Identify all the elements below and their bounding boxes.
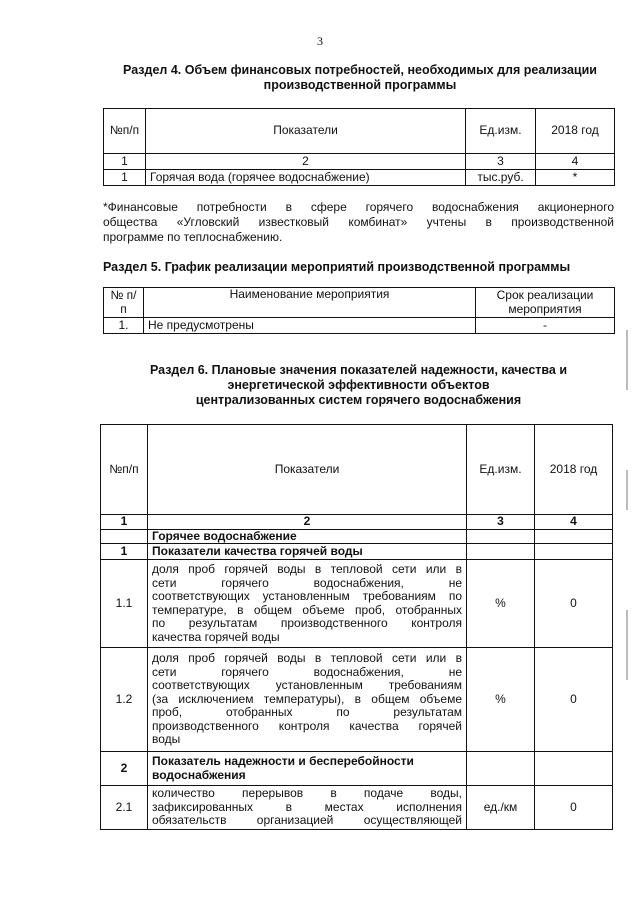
footnote-line: *Финансовые потребности в сфере горячего водоснабжения акционерного [103, 200, 614, 214]
group-row [101, 529, 613, 544]
empty-cell [535, 529, 613, 544]
indicator-line: проб, отобранных по результатам [152, 705, 462, 720]
section6-title [103, 363, 614, 408]
header-num: №п/п [104, 109, 146, 154]
table-header-row [101, 425, 613, 515]
indicator-line: качества горячей воды [152, 629, 280, 644]
header-year: 2018 год [535, 425, 613, 515]
indicator-line: доля проб горячей воды в тепловой сети или в [152, 562, 462, 576]
empty-cell [101, 529, 148, 544]
row-num: 1.2 [101, 648, 148, 752]
indicator-line: (за исключением температуры), в общем объеме [152, 691, 462, 706]
row-value: * [536, 170, 615, 186]
subsection-title [148, 752, 467, 786]
indicator-line: доля проб горячей воды в тепловой сети или в [152, 651, 462, 666]
section6-title-line3: централизованных систем горячего водоснабжения [195, 393, 522, 407]
header-year: 2018 год [536, 109, 615, 154]
indicator-line: соответствующих установленным требованиям [152, 678, 462, 693]
section5-table [103, 287, 615, 334]
subsection-num: 1 [101, 544, 148, 560]
indicator-line: количество перерывов в подаче воды, [152, 786, 462, 801]
header-unit: Ед.изм. [467, 425, 535, 515]
table-row [104, 318, 615, 334]
section6-title-line1: Раздел 6. Плановые значения показателей надежности, качества и [149, 363, 568, 377]
row-unit: % [467, 648, 535, 752]
section4-table [103, 108, 615, 186]
scan-mark [626, 610, 628, 680]
empty-cell [535, 544, 613, 560]
indicator-line: по результатам производственного контроля [152, 616, 462, 630]
section6-title-line2: энергетической эффективности объектов [227, 378, 490, 392]
row-unit: % [467, 560, 535, 648]
row-num: 2.1 [101, 786, 148, 830]
indicator-line: обязательств организацией осуществляющей [152, 813, 462, 828]
table-row [104, 170, 615, 186]
empty-cell [467, 529, 535, 544]
empty-cell [467, 752, 535, 786]
header-num: №п/п [101, 425, 148, 515]
row-value: 0 [535, 786, 613, 830]
indicator-line: соответствующих установленным требованиям по [152, 589, 462, 603]
row-unit: тыс.руб. [466, 170, 536, 186]
indicator-line: воды [152, 732, 181, 747]
section4-title-line2: производственной программы [263, 78, 457, 92]
group-title: Горячее водоснабжение [148, 529, 467, 544]
row-indicator [148, 560, 467, 648]
row-deadline: - [476, 318, 615, 334]
row-indicator [148, 648, 467, 752]
header-event-name: Наименование мероприятия [144, 288, 476, 318]
header-unit: Ед.изм. [466, 109, 536, 154]
index-cell: 1 [101, 515, 148, 530]
row-value: 0 [535, 560, 613, 648]
empty-cell [467, 544, 535, 560]
index-cell: 4 [536, 154, 615, 170]
section5-title: Раздел 5. График реализации мероприятий производственной программы [103, 260, 571, 274]
header-indicators: Показатели [148, 425, 467, 515]
index-cell: 1 [104, 154, 146, 170]
empty-cell [535, 752, 613, 786]
row-num: 1. [104, 318, 144, 334]
subsection-row [101, 752, 613, 786]
indicator-line: производственного контроля качества горячей [152, 718, 462, 733]
section4-title [90, 63, 630, 93]
section4-title-line1: Раздел 4. Объем финансовых потребностей, необходимых для реализации [123, 63, 597, 77]
table-row [101, 648, 613, 752]
indicator-line: зафиксированных в местах исполнения [152, 799, 462, 814]
subsection-title-line: водоснабжения [152, 767, 246, 782]
footnote-line: общества «Угловский известковый комбинат» учтены в производственной [103, 215, 614, 229]
subsection-title-line: Показатель надежности и бесперебойности [152, 754, 414, 768]
row-indicator [148, 786, 467, 830]
indicator-line: температуре, в общем объеме проб, отобранных [152, 602, 462, 617]
row-num: 1 [104, 170, 146, 186]
header-deadline: Срок реализации мероприятия [476, 288, 615, 318]
subsection-title: Показатели качества горячей воды [148, 544, 467, 560]
scan-mark [626, 470, 628, 510]
table-index-row [101, 515, 613, 530]
header-num: № п/п [104, 288, 144, 318]
financial-footnote [103, 200, 614, 245]
page-number: 3 [317, 34, 323, 48]
table-index-row [104, 154, 615, 170]
scan-mark [626, 330, 628, 390]
subsection-row [101, 544, 613, 560]
index-cell: 3 [466, 154, 536, 170]
row-unit: ед./км [467, 786, 535, 830]
index-cell: 4 [535, 515, 613, 530]
index-cell: 2 [146, 154, 466, 170]
section6-table [100, 424, 613, 830]
index-cell: 3 [467, 515, 535, 530]
footnote-line: программе по теплоснабжению. [103, 230, 283, 244]
table-row [101, 786, 613, 830]
subsection-num: 2 [101, 752, 148, 786]
indicator-line: сети горячего водоснабжения, не [152, 575, 462, 590]
row-event: Не предусмотрены [144, 318, 476, 334]
indicator-line: сети горячего водоснабжения, не [152, 664, 462, 679]
row-value: 0 [535, 648, 613, 752]
table-row [101, 560, 613, 648]
header-indicators: Показатели [146, 109, 466, 154]
row-indicator: Горячая вода (горячее водоснабжение) [146, 170, 466, 186]
index-cell: 2 [148, 515, 467, 530]
row-num: 1.1 [101, 560, 148, 648]
table-header-row [104, 109, 615, 154]
table-header-row [104, 288, 615, 318]
